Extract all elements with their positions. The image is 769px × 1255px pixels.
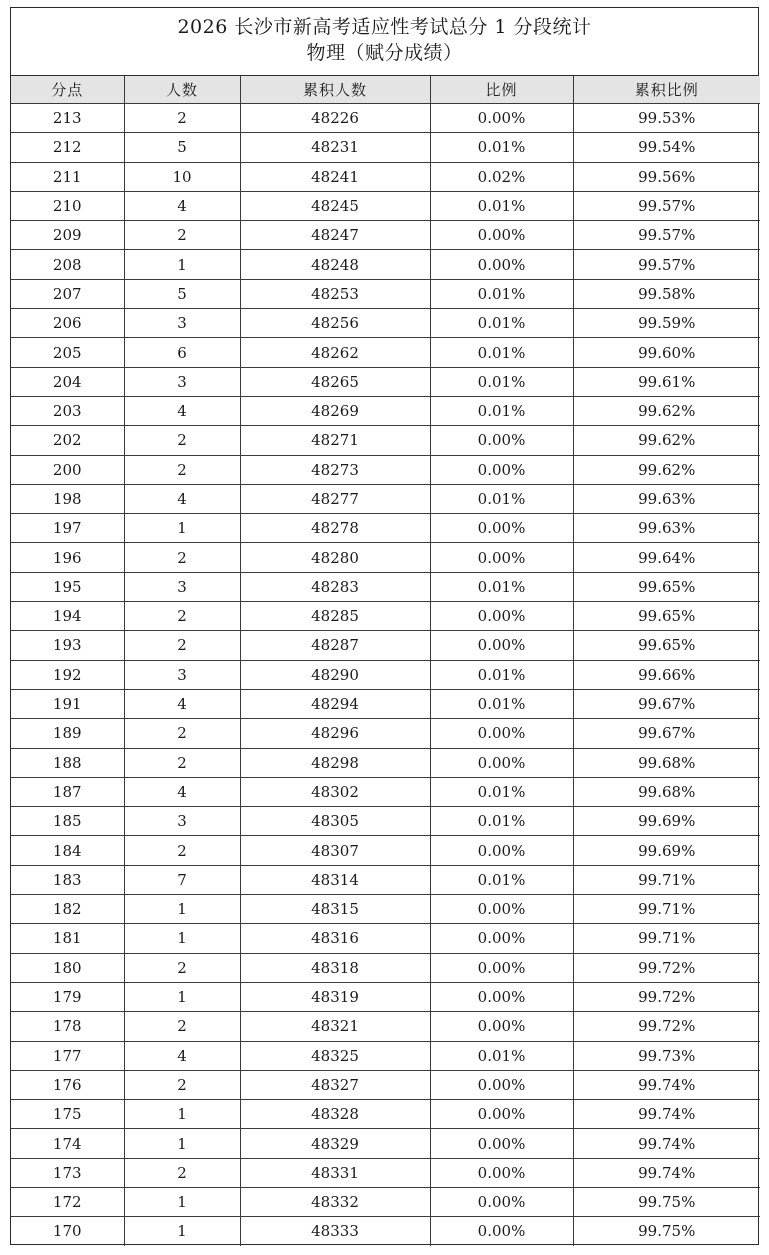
- cell-cumulative-ratio: 99.72%: [573, 1012, 760, 1041]
- cell-ratio: 0.00%: [430, 602, 573, 631]
- cell-cumulative-count: 48333: [240, 1217, 430, 1246]
- cell-score: 182: [11, 895, 124, 924]
- cell-score: 196: [11, 543, 124, 572]
- cell-cumulative-ratio: 99.74%: [573, 1129, 760, 1158]
- cell-cumulative-ratio: 99.65%: [573, 572, 760, 601]
- table-row: [11, 748, 760, 777]
- cell-ratio: 0.01%: [430, 338, 573, 367]
- cell-score: 179: [11, 982, 124, 1011]
- cell-ratio: 0.00%: [430, 514, 573, 543]
- cell-cumulative-count: 48294: [240, 689, 430, 718]
- cell-count: 1: [124, 924, 240, 953]
- cell-ratio: 0.00%: [430, 1158, 573, 1187]
- cell-score: 197: [11, 514, 124, 543]
- cell-cumulative-ratio: 99.71%: [573, 924, 760, 953]
- cell-score: 185: [11, 807, 124, 836]
- cell-cumulative-ratio: 99.74%: [573, 1070, 760, 1099]
- table-row: [11, 162, 760, 191]
- cell-cumulative-ratio: 99.68%: [573, 748, 760, 777]
- table-row: [11, 572, 760, 601]
- table-row: [11, 455, 760, 484]
- cell-count: 4: [124, 689, 240, 718]
- cell-cumulative-count: 48256: [240, 309, 430, 338]
- cell-cumulative-ratio: 99.60%: [573, 338, 760, 367]
- cell-score: 173: [11, 1158, 124, 1187]
- cell-ratio: 0.00%: [430, 748, 573, 777]
- cell-ratio: 0.01%: [430, 865, 573, 894]
- cell-cumulative-count: 48302: [240, 777, 430, 806]
- cell-count: 2: [124, 719, 240, 748]
- cell-cumulative-count: 48253: [240, 279, 430, 308]
- cell-count: 1: [124, 1129, 240, 1158]
- table-row: [11, 689, 760, 718]
- table-row: [11, 250, 760, 279]
- cell-cumulative-count: 48247: [240, 221, 430, 250]
- cell-score: 170: [11, 1217, 124, 1246]
- cell-ratio: 0.01%: [430, 689, 573, 718]
- table-row: [11, 1217, 760, 1246]
- cell-cumulative-count: 48298: [240, 748, 430, 777]
- cell-cumulative-ratio: 99.62%: [573, 396, 760, 425]
- cell-cumulative-ratio: 99.57%: [573, 250, 760, 279]
- cell-count: 2: [124, 602, 240, 631]
- cell-score: 206: [11, 309, 124, 338]
- cell-ratio: 0.01%: [430, 133, 573, 162]
- cell-score: 207: [11, 279, 124, 308]
- cell-count: 3: [124, 807, 240, 836]
- cell-cumulative-ratio: 99.63%: [573, 514, 760, 543]
- cell-score: 184: [11, 836, 124, 865]
- cell-score: 189: [11, 719, 124, 748]
- cell-cumulative-ratio: 99.74%: [573, 1100, 760, 1129]
- cell-score: 211: [11, 162, 124, 191]
- table-row: [11, 104, 760, 133]
- header-cumulative-count: 累积人数: [240, 76, 430, 104]
- cell-cumulative-count: 48318: [240, 953, 430, 982]
- table-row: [11, 1070, 760, 1099]
- cell-cumulative-ratio: 99.75%: [573, 1187, 760, 1216]
- cell-cumulative-count: 48241: [240, 162, 430, 191]
- cell-ratio: 0.01%: [430, 279, 573, 308]
- cell-count: 4: [124, 1041, 240, 1070]
- cell-cumulative-count: 48327: [240, 1070, 430, 1099]
- table-row: [11, 953, 760, 982]
- cell-cumulative-count: 48319: [240, 982, 430, 1011]
- cell-score: 204: [11, 367, 124, 396]
- cell-ratio: 0.01%: [430, 1041, 573, 1070]
- cell-cumulative-ratio: 99.67%: [573, 689, 760, 718]
- header-cumulative-ratio: 累积比例: [573, 76, 760, 104]
- cell-ratio: 0.00%: [430, 895, 573, 924]
- table-row: [11, 543, 760, 572]
- cell-score: 193: [11, 631, 124, 660]
- cell-cumulative-count: 48316: [240, 924, 430, 953]
- table-row: [11, 777, 760, 806]
- table-row: [11, 484, 760, 513]
- cell-ratio: 0.01%: [430, 396, 573, 425]
- cell-count: 3: [124, 309, 240, 338]
- cell-count: 4: [124, 396, 240, 425]
- cell-cumulative-count: 48307: [240, 836, 430, 865]
- cell-score: 194: [11, 602, 124, 631]
- cell-ratio: 0.00%: [430, 631, 573, 660]
- cell-cumulative-count: 48325: [240, 1041, 430, 1070]
- cell-ratio: 0.01%: [430, 572, 573, 601]
- table-row: [11, 865, 760, 894]
- cell-cumulative-count: 48321: [240, 1012, 430, 1041]
- cell-ratio: 0.00%: [430, 104, 573, 133]
- cell-cumulative-count: 48226: [240, 104, 430, 133]
- cell-cumulative-ratio: 99.56%: [573, 162, 760, 191]
- cell-ratio: 0.00%: [430, 221, 573, 250]
- cell-cumulative-ratio: 99.53%: [573, 104, 760, 133]
- score-table: [11, 76, 760, 1246]
- table-body: [11, 104, 760, 1246]
- cell-score: 172: [11, 1187, 124, 1216]
- cell-ratio: 0.01%: [430, 807, 573, 836]
- table-row: [11, 396, 760, 425]
- table-row: [11, 426, 760, 455]
- cell-score: 191: [11, 689, 124, 718]
- table-row: [11, 338, 760, 367]
- header-score: 分点: [11, 76, 124, 104]
- cell-score: 175: [11, 1100, 124, 1129]
- cell-cumulative-count: 48296: [240, 719, 430, 748]
- cell-cumulative-count: 48329: [240, 1129, 430, 1158]
- cell-count: 6: [124, 338, 240, 367]
- table-row: [11, 309, 760, 338]
- cell-score: 205: [11, 338, 124, 367]
- cell-count: 3: [124, 660, 240, 689]
- cell-count: 2: [124, 455, 240, 484]
- table-row: [11, 1012, 760, 1041]
- cell-count: 2: [124, 836, 240, 865]
- cell-count: 7: [124, 865, 240, 894]
- table-row: [11, 1187, 760, 1216]
- cell-count: 3: [124, 572, 240, 601]
- cell-cumulative-ratio: 99.57%: [573, 191, 760, 220]
- table-row: [11, 1129, 760, 1158]
- cell-ratio: 0.00%: [430, 426, 573, 455]
- cell-ratio: 0.00%: [430, 1217, 573, 1246]
- cell-count: 1: [124, 1217, 240, 1246]
- cell-count: 2: [124, 426, 240, 455]
- cell-count: 2: [124, 543, 240, 572]
- cell-cumulative-count: 48285: [240, 602, 430, 631]
- cell-cumulative-ratio: 99.74%: [573, 1158, 760, 1187]
- cell-cumulative-count: 48290: [240, 660, 430, 689]
- header-ratio: 比例: [430, 76, 573, 104]
- cell-cumulative-ratio: 99.69%: [573, 807, 760, 836]
- cell-cumulative-count: 48262: [240, 338, 430, 367]
- cell-cumulative-ratio: 99.62%: [573, 455, 760, 484]
- cell-count: 4: [124, 191, 240, 220]
- cell-count: 1: [124, 982, 240, 1011]
- cell-cumulative-count: 48269: [240, 396, 430, 425]
- cell-ratio: 0.00%: [430, 953, 573, 982]
- cell-cumulative-count: 48331: [240, 1158, 430, 1187]
- table-row: [11, 836, 760, 865]
- cell-ratio: 0.00%: [430, 719, 573, 748]
- cell-ratio: 0.01%: [430, 484, 573, 513]
- cell-cumulative-count: 48265: [240, 367, 430, 396]
- cell-count: 4: [124, 484, 240, 513]
- cell-cumulative-ratio: 99.54%: [573, 133, 760, 162]
- cell-count: 1: [124, 895, 240, 924]
- header-count: 人数: [124, 76, 240, 104]
- cell-ratio: 0.00%: [430, 982, 573, 1011]
- table-row: [11, 1158, 760, 1187]
- cell-cumulative-count: 48315: [240, 895, 430, 924]
- cell-ratio: 0.00%: [430, 836, 573, 865]
- cell-ratio: 0.01%: [430, 191, 573, 220]
- cell-cumulative-count: 48283: [240, 572, 430, 601]
- cell-cumulative-count: 48287: [240, 631, 430, 660]
- cell-count: 2: [124, 748, 240, 777]
- table-row: [11, 807, 760, 836]
- cell-count: 2: [124, 1070, 240, 1099]
- cell-cumulative-count: 48332: [240, 1187, 430, 1216]
- cell-count: 2: [124, 1012, 240, 1041]
- cell-cumulative-count: 48277: [240, 484, 430, 513]
- cell-cumulative-ratio: 99.75%: [573, 1217, 760, 1246]
- cell-score: 213: [11, 104, 124, 133]
- cell-count: 4: [124, 777, 240, 806]
- cell-cumulative-ratio: 99.64%: [573, 543, 760, 572]
- cell-cumulative-count: 48305: [240, 807, 430, 836]
- cell-count: 3: [124, 367, 240, 396]
- table-row: [11, 660, 760, 689]
- cell-count: 2: [124, 631, 240, 660]
- cell-cumulative-count: 48328: [240, 1100, 430, 1129]
- cell-cumulative-count: 48280: [240, 543, 430, 572]
- cell-count: 1: [124, 514, 240, 543]
- table-row: [11, 279, 760, 308]
- cell-count: 5: [124, 279, 240, 308]
- page-title: 2026 长沙市新高考适应性考试总分 1 分段统计: [177, 16, 592, 38]
- cell-cumulative-count: 48271: [240, 426, 430, 455]
- table-row: [11, 1041, 760, 1070]
- cell-count: 1: [124, 250, 240, 279]
- cell-count: 2: [124, 104, 240, 133]
- cell-cumulative-ratio: 99.67%: [573, 719, 760, 748]
- cell-ratio: 0.00%: [430, 455, 573, 484]
- cell-ratio: 0.00%: [430, 1129, 573, 1158]
- title-block: [11, 8, 758, 76]
- cell-ratio: 0.00%: [430, 1070, 573, 1099]
- cell-cumulative-ratio: 99.61%: [573, 367, 760, 396]
- table-row: [11, 191, 760, 220]
- cell-ratio: 0.01%: [430, 777, 573, 806]
- cell-score: 209: [11, 221, 124, 250]
- cell-score: 203: [11, 396, 124, 425]
- cell-ratio: 0.00%: [430, 1187, 573, 1216]
- cell-score: 180: [11, 953, 124, 982]
- cell-score: 198: [11, 484, 124, 513]
- table-row: [11, 631, 760, 660]
- cell-cumulative-ratio: 99.69%: [573, 836, 760, 865]
- score-distribution-sheet: [10, 7, 759, 1245]
- cell-score: 208: [11, 250, 124, 279]
- cell-score: 192: [11, 660, 124, 689]
- cell-score: 202: [11, 426, 124, 455]
- cell-cumulative-ratio: 99.72%: [573, 982, 760, 1011]
- cell-cumulative-ratio: 99.57%: [573, 221, 760, 250]
- cell-cumulative-ratio: 99.68%: [573, 777, 760, 806]
- cell-ratio: 0.00%: [430, 1100, 573, 1129]
- table-row: [11, 602, 760, 631]
- cell-count: 1: [124, 1187, 240, 1216]
- cell-cumulative-ratio: 99.72%: [573, 953, 760, 982]
- cell-cumulative-count: 48314: [240, 865, 430, 894]
- cell-cumulative-ratio: 99.71%: [573, 865, 760, 894]
- page-subtitle: 物理（赋分成绩）: [306, 42, 463, 64]
- table-row: [11, 1100, 760, 1129]
- cell-score: 176: [11, 1070, 124, 1099]
- cell-score: 187: [11, 777, 124, 806]
- table-row: [11, 719, 760, 748]
- cell-score: 181: [11, 924, 124, 953]
- cell-ratio: 0.01%: [430, 660, 573, 689]
- cell-cumulative-ratio: 99.62%: [573, 426, 760, 455]
- cell-ratio: 0.01%: [430, 309, 573, 338]
- table-row: [11, 924, 760, 953]
- cell-cumulative-ratio: 99.73%: [573, 1041, 760, 1070]
- table-row: [11, 133, 760, 162]
- cell-score: 210: [11, 191, 124, 220]
- table-row: [11, 895, 760, 924]
- cell-cumulative-count: 48248: [240, 250, 430, 279]
- cell-count: 1: [124, 1100, 240, 1129]
- cell-ratio: 0.02%: [430, 162, 573, 191]
- table-row: [11, 367, 760, 396]
- cell-cumulative-ratio: 99.65%: [573, 602, 760, 631]
- cell-score: 183: [11, 865, 124, 894]
- cell-cumulative-count: 48278: [240, 514, 430, 543]
- table-row: [11, 982, 760, 1011]
- cell-cumulative-ratio: 99.66%: [573, 660, 760, 689]
- cell-cumulative-ratio: 99.71%: [573, 895, 760, 924]
- cell-count: 10: [124, 162, 240, 191]
- cell-score: 178: [11, 1012, 124, 1041]
- cell-count: 2: [124, 1158, 240, 1187]
- cell-score: 195: [11, 572, 124, 601]
- cell-cumulative-ratio: 99.58%: [573, 279, 760, 308]
- cell-score: 177: [11, 1041, 124, 1070]
- table-row: [11, 514, 760, 543]
- cell-ratio: 0.00%: [430, 250, 573, 279]
- cell-ratio: 0.00%: [430, 924, 573, 953]
- cell-score: 174: [11, 1129, 124, 1158]
- cell-cumulative-ratio: 99.63%: [573, 484, 760, 513]
- table-row: [11, 221, 760, 250]
- cell-count: 2: [124, 953, 240, 982]
- cell-count: 2: [124, 221, 240, 250]
- cell-cumulative-ratio: 99.59%: [573, 309, 760, 338]
- cell-score: 188: [11, 748, 124, 777]
- header-row: [11, 76, 760, 104]
- cell-cumulative-count: 48245: [240, 191, 430, 220]
- cell-cumulative-ratio: 99.65%: [573, 631, 760, 660]
- cell-score: 212: [11, 133, 124, 162]
- cell-cumulative-count: 48273: [240, 455, 430, 484]
- cell-score: 200: [11, 455, 124, 484]
- cell-ratio: 0.01%: [430, 367, 573, 396]
- cell-count: 5: [124, 133, 240, 162]
- cell-cumulative-count: 48231: [240, 133, 430, 162]
- cell-ratio: 0.00%: [430, 1012, 573, 1041]
- cell-ratio: 0.00%: [430, 543, 573, 572]
